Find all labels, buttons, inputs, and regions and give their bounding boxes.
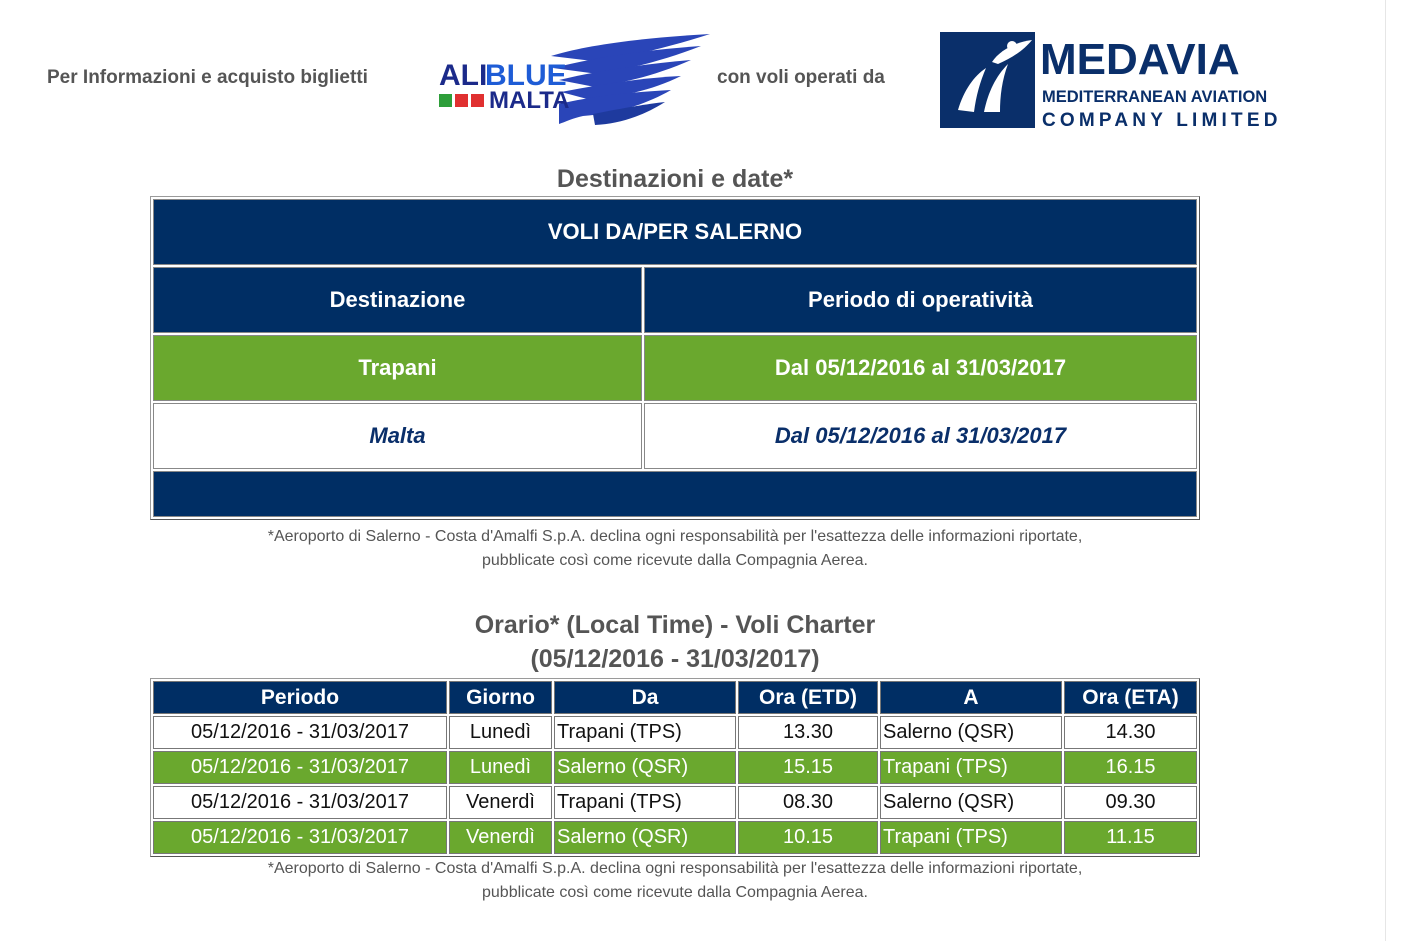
- destinations-table-title: VOLI DA/PER SALERNO: [153, 199, 1197, 265]
- schedule-table: [150, 678, 1200, 857]
- column-header-etd: Ora (ETD): [738, 681, 878, 714]
- table-row: [153, 786, 1197, 819]
- wing-icon: [551, 34, 710, 125]
- table-footer-row: [153, 471, 1197, 517]
- a-cell: Salerno (QSR): [880, 786, 1062, 819]
- schedule-header-row: [153, 681, 1197, 714]
- medavia-line2: MEDITERRANEAN AVIATION: [1042, 88, 1268, 106]
- column-header-periodo: Periodo: [153, 681, 447, 714]
- destinations-header-row: [153, 267, 1197, 333]
- page-edge-divider: [1385, 0, 1386, 941]
- aliblue-malta-logo[interactable]: [433, 32, 715, 127]
- destinations-table: [150, 196, 1200, 520]
- a-cell: Trapani (TPS): [880, 821, 1062, 854]
- table-row: [153, 751, 1197, 784]
- da-cell: Salerno (QSR): [554, 821, 736, 854]
- flag-red-square-2: [471, 94, 484, 107]
- disclaimer-line: pubblicate così come ricevute dalla Compagnia Aerea.: [482, 884, 868, 901]
- flag-red-square: [455, 94, 468, 107]
- medavia-logo[interactable]: [940, 32, 1302, 128]
- etd-cell: 13.30: [738, 716, 878, 749]
- disclaimer-line: *Aeroporto di Salerno - Costa d'Amalfi S.p.A. declina ogni responsabilità per l'esattezza delle informazioni riportate,: [267, 860, 1083, 877]
- flag-green-square: [439, 94, 452, 107]
- destinations-disclaimer: [150, 525, 1200, 573]
- destinations-table-title-row: [153, 199, 1197, 265]
- eta-cell: 16.15: [1064, 751, 1197, 784]
- eta-cell: 14.30: [1064, 716, 1197, 749]
- destination-cell: Malta: [153, 403, 642, 469]
- giorno-cell: Lunedì: [449, 716, 552, 749]
- aliblue-text-blue: BLUE: [485, 59, 567, 92]
- periodo-cell: 05/12/2016 - 31/03/2017: [153, 716, 447, 749]
- schedule-title-line2: (05/12/2016 - 31/03/2017): [530, 645, 820, 673]
- column-header-da: Da: [554, 681, 736, 714]
- a-cell: Salerno (QSR): [880, 716, 1062, 749]
- giorno-cell: Venerdì: [449, 821, 552, 854]
- info-text: Per Informazioni e acquisto biglietti: [47, 67, 368, 88]
- period-cell: Dal 05/12/2016 al 31/03/2017: [644, 403, 1197, 469]
- column-header-a: A: [880, 681, 1062, 714]
- period-cell: Dal 05/12/2016 al 31/03/2017: [644, 335, 1197, 401]
- column-header-destinazione: Destinazione: [153, 267, 642, 333]
- giorno-cell: Venerdì: [449, 786, 552, 819]
- disclaimer-line: *Aeroporto di Salerno - Costa d'Amalfi S.p.A. declina ogni responsabilità per l'esattezza delle informazioni riportate,: [267, 528, 1083, 545]
- aliblue-text-ali: ALI: [439, 59, 488, 92]
- column-header-periodo: Periodo di operatività: [644, 267, 1197, 333]
- medavia-line3: COMPANY LIMITED: [1042, 110, 1282, 128]
- etd-cell: 10.15: [738, 821, 878, 854]
- table-row: [153, 821, 1197, 854]
- periodo-cell: 05/12/2016 - 31/03/2017: [153, 751, 447, 784]
- table-footer-cell: [153, 471, 1197, 517]
- eta-cell: 09.30: [1064, 786, 1197, 819]
- schedule-title-line1: Orario* (Local Time) - Voli Charter: [474, 611, 876, 639]
- table-row: [153, 335, 1197, 401]
- da-cell: Salerno (QSR): [554, 751, 736, 784]
- eta-cell: 11.15: [1064, 821, 1197, 854]
- medavia-name: MEDAVIA: [1040, 35, 1240, 84]
- etd-cell: 08.30: [738, 786, 878, 819]
- a-cell: Trapani (TPS): [880, 751, 1062, 784]
- destinations-title: Destinazioni e date*: [556, 165, 794, 193]
- column-header-giorno: Giorno: [449, 681, 552, 714]
- aliblue-text-malta: MALTA: [489, 87, 570, 114]
- table-row: [153, 716, 1197, 749]
- operated-by-text: con voli operati da: [717, 67, 885, 88]
- schedule-title: [150, 608, 1200, 676]
- periodo-cell: 05/12/2016 - 31/03/2017: [153, 821, 447, 854]
- giorno-cell: Lunedì: [449, 751, 552, 784]
- table-row: [153, 403, 1197, 469]
- disclaimer-line: pubblicate così come ricevute dalla Compagnia Aerea.: [482, 552, 868, 569]
- periodo-cell: 05/12/2016 - 31/03/2017: [153, 786, 447, 819]
- etd-cell: 15.15: [738, 751, 878, 784]
- column-header-eta: Ora (ETA): [1064, 681, 1197, 714]
- da-cell: Trapani (TPS): [554, 786, 736, 819]
- schedule-disclaimer: [150, 857, 1200, 905]
- da-cell: Trapani (TPS): [554, 716, 736, 749]
- destination-cell: Trapani: [153, 335, 642, 401]
